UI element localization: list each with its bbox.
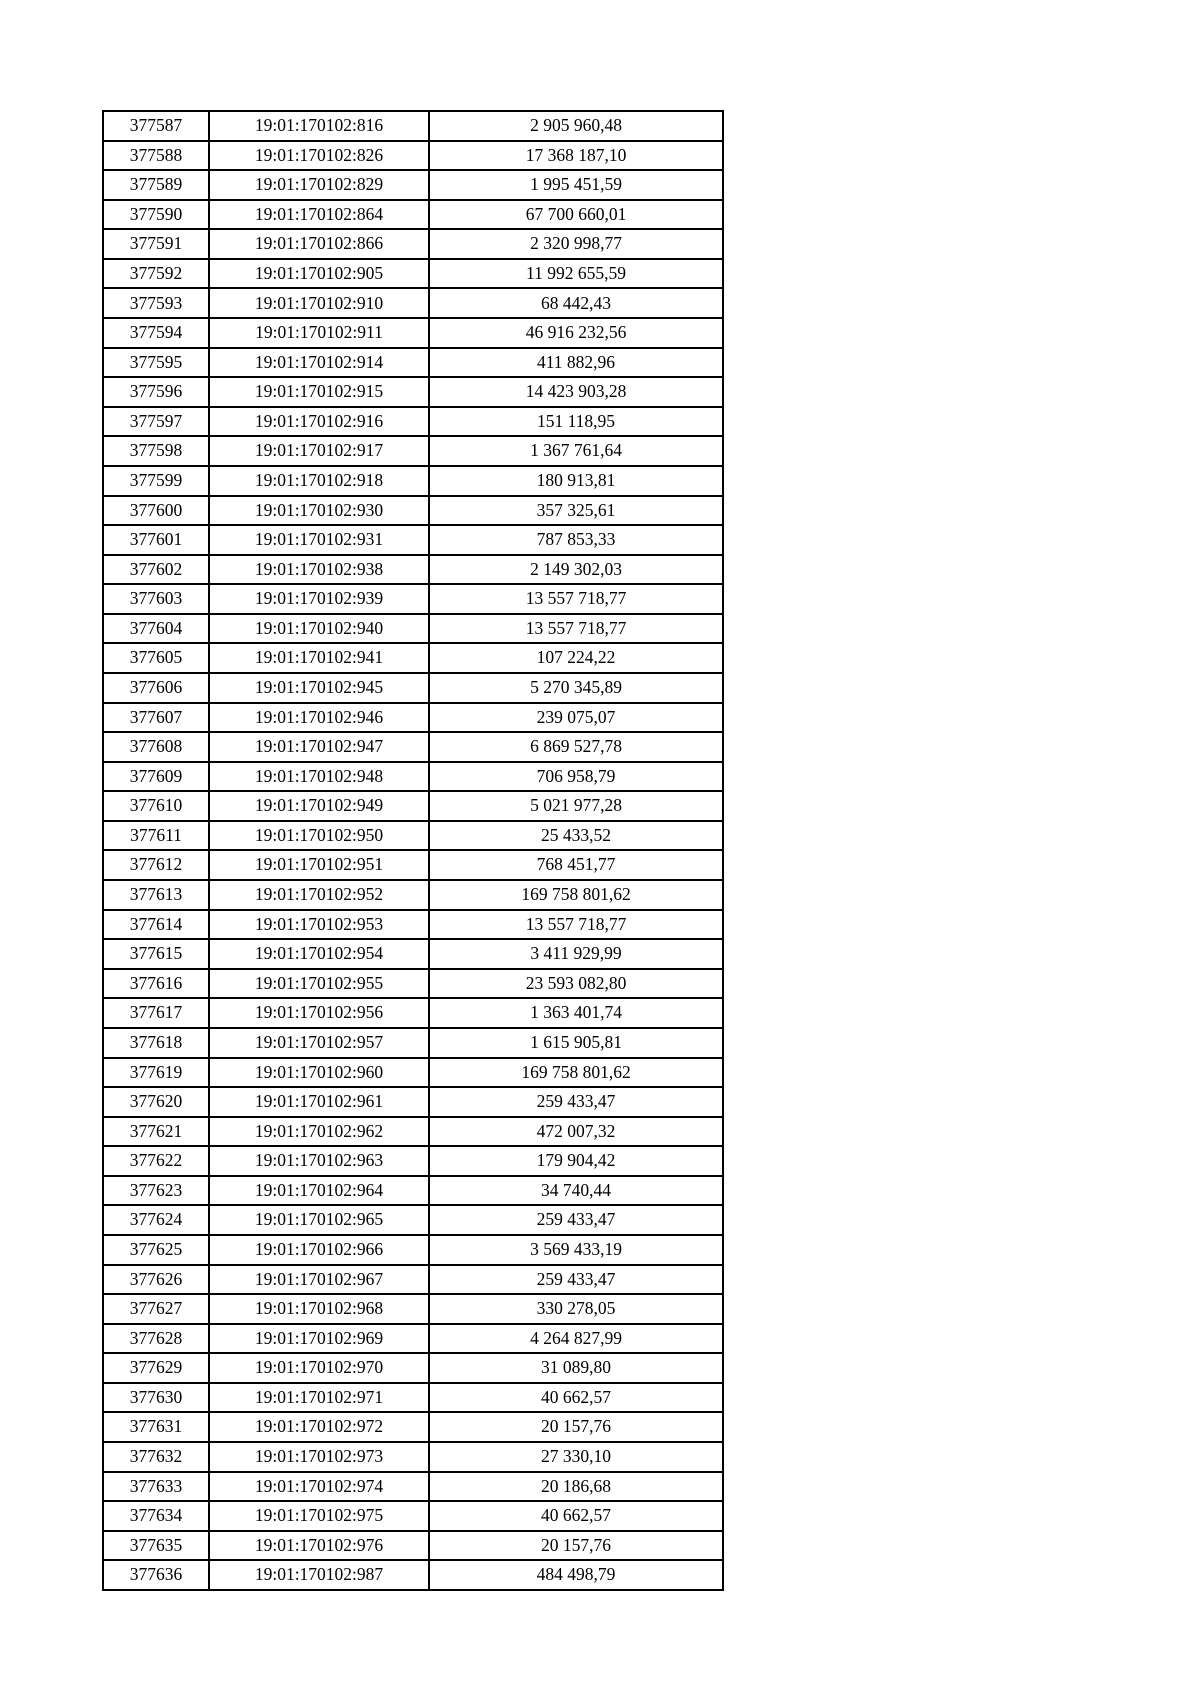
cadastral-number-cell: 19:01:170102:968 <box>209 1294 429 1324</box>
value-cell: 40 662,57 <box>429 1383 723 1413</box>
row-id-cell: 377606 <box>103 673 209 703</box>
row-id-cell: 377617 <box>103 998 209 1028</box>
row-id-cell: 377598 <box>103 436 209 466</box>
row-id-cell: 377604 <box>103 614 209 644</box>
cadastral-number-cell: 19:01:170102:816 <box>209 111 429 141</box>
table-row <box>103 998 723 1028</box>
row-id-cell: 377588 <box>103 141 209 171</box>
row-id-cell: 377591 <box>103 229 209 259</box>
table-row <box>103 614 723 644</box>
table-row <box>103 1058 723 1088</box>
row-id-cell: 377621 <box>103 1117 209 1147</box>
table-row <box>103 1324 723 1354</box>
row-id-cell: 377627 <box>103 1294 209 1324</box>
value-cell: 239 075,07 <box>429 703 723 733</box>
value-cell: 46 916 232,56 <box>429 318 723 348</box>
cadastral-number-cell: 19:01:170102:938 <box>209 555 429 585</box>
value-cell: 20 157,76 <box>429 1412 723 1442</box>
value-cell: 1 367 761,64 <box>429 436 723 466</box>
table-row <box>103 1383 723 1413</box>
table-row <box>103 1501 723 1531</box>
row-id-cell: 377628 <box>103 1324 209 1354</box>
row-id-cell: 377618 <box>103 1028 209 1058</box>
value-cell: 13 557 718,77 <box>429 910 723 940</box>
cadastral-number-cell: 19:01:170102:918 <box>209 466 429 496</box>
table-row <box>103 1442 723 1472</box>
table-row <box>103 1531 723 1561</box>
table-row <box>103 170 723 200</box>
cadastral-number-cell: 19:01:170102:930 <box>209 496 429 526</box>
table-row <box>103 141 723 171</box>
value-cell: 14 423 903,28 <box>429 377 723 407</box>
row-id-cell: 377630 <box>103 1383 209 1413</box>
table-row <box>103 673 723 703</box>
row-id-cell: 377626 <box>103 1265 209 1295</box>
row-id-cell: 377615 <box>103 939 209 969</box>
value-cell: 1 995 451,59 <box>429 170 723 200</box>
value-cell: 179 904,42 <box>429 1146 723 1176</box>
value-cell: 68 442,43 <box>429 288 723 318</box>
table-row <box>103 1087 723 1117</box>
row-id-cell: 377610 <box>103 791 209 821</box>
table-row <box>103 1146 723 1176</box>
table-row <box>103 496 723 526</box>
row-id-cell: 377594 <box>103 318 209 348</box>
row-id-cell: 377590 <box>103 200 209 230</box>
value-cell: 11 992 655,59 <box>429 259 723 289</box>
row-id-cell: 377636 <box>103 1560 209 1590</box>
table-row <box>103 1205 723 1235</box>
row-id-cell: 377601 <box>103 525 209 555</box>
value-cell: 20 157,76 <box>429 1531 723 1561</box>
value-cell: 411 882,96 <box>429 348 723 378</box>
table-row <box>103 791 723 821</box>
cadastral-number-cell: 19:01:170102:974 <box>209 1472 429 1502</box>
cadastral-number-cell: 19:01:170102:949 <box>209 791 429 821</box>
value-cell: 169 758 801,62 <box>429 1058 723 1088</box>
value-cell: 31 089,80 <box>429 1353 723 1383</box>
cadastral-number-cell: 19:01:170102:960 <box>209 1058 429 1088</box>
table-row <box>103 732 723 762</box>
value-cell: 787 853,33 <box>429 525 723 555</box>
value-cell: 2 320 998,77 <box>429 229 723 259</box>
cadastral-number-cell: 19:01:170102:939 <box>209 584 429 614</box>
row-id-cell: 377602 <box>103 555 209 585</box>
row-id-cell: 377603 <box>103 584 209 614</box>
table-row <box>103 880 723 910</box>
cadastral-number-cell: 19:01:170102:948 <box>209 762 429 792</box>
table-row <box>103 348 723 378</box>
table-row <box>103 318 723 348</box>
table-row <box>103 1294 723 1324</box>
table-row <box>103 259 723 289</box>
cadastral-number-cell: 19:01:170102:826 <box>209 141 429 171</box>
row-id-cell: 377592 <box>103 259 209 289</box>
table-row <box>103 466 723 496</box>
cadastral-number-cell: 19:01:170102:963 <box>209 1146 429 1176</box>
table-row <box>103 762 723 792</box>
table-row <box>103 584 723 614</box>
table-row <box>103 1176 723 1206</box>
cadastral-number-cell: 19:01:170102:916 <box>209 407 429 437</box>
value-cell: 2 905 960,48 <box>429 111 723 141</box>
table-row <box>103 288 723 318</box>
cadastral-number-cell: 19:01:170102:962 <box>209 1117 429 1147</box>
row-id-cell: 377596 <box>103 377 209 407</box>
row-id-cell: 377597 <box>103 407 209 437</box>
cadastral-number-cell: 19:01:170102:955 <box>209 969 429 999</box>
value-cell: 17 368 187,10 <box>429 141 723 171</box>
table-row <box>103 703 723 733</box>
value-cell: 5 021 977,28 <box>429 791 723 821</box>
cadastral-number-cell: 19:01:170102:940 <box>209 614 429 644</box>
row-id-cell: 377629 <box>103 1353 209 1383</box>
value-cell: 768 451,77 <box>429 850 723 880</box>
cadastral-number-cell: 19:01:170102:967 <box>209 1265 429 1295</box>
value-cell: 107 224,22 <box>429 643 723 673</box>
cadastral-number-cell: 19:01:170102:972 <box>209 1412 429 1442</box>
cadastral-number-cell: 19:01:170102:969 <box>209 1324 429 1354</box>
table-row <box>103 436 723 466</box>
value-cell: 484 498,79 <box>429 1560 723 1590</box>
table-row <box>103 200 723 230</box>
table-row <box>103 1265 723 1295</box>
table-body <box>103 111 723 1590</box>
table-row <box>103 377 723 407</box>
value-cell: 5 270 345,89 <box>429 673 723 703</box>
row-id-cell: 377623 <box>103 1176 209 1206</box>
table-row <box>103 555 723 585</box>
cadastral-number-cell: 19:01:170102:964 <box>209 1176 429 1206</box>
table-row <box>103 1560 723 1590</box>
value-cell: 151 118,95 <box>429 407 723 437</box>
cadastral-number-cell: 19:01:170102:954 <box>209 939 429 969</box>
cadastral-number-cell: 19:01:170102:914 <box>209 348 429 378</box>
table-row <box>103 1472 723 1502</box>
table-row <box>103 969 723 999</box>
table-row <box>103 407 723 437</box>
table-row <box>103 111 723 141</box>
row-id-cell: 377612 <box>103 850 209 880</box>
cadastral-number-cell: 19:01:170102:864 <box>209 200 429 230</box>
value-cell: 13 557 718,77 <box>429 584 723 614</box>
cadastral-number-cell: 19:01:170102:866 <box>209 229 429 259</box>
row-id-cell: 377611 <box>103 821 209 851</box>
row-id-cell: 377614 <box>103 910 209 940</box>
cadastral-number-cell: 19:01:170102:910 <box>209 288 429 318</box>
table-row <box>103 1412 723 1442</box>
table-row <box>103 1117 723 1147</box>
cadastral-number-cell: 19:01:170102:952 <box>209 880 429 910</box>
table-row <box>103 525 723 555</box>
value-cell: 259 433,47 <box>429 1087 723 1117</box>
row-id-cell: 377625 <box>103 1235 209 1265</box>
value-cell: 357 325,61 <box>429 496 723 526</box>
cadastral-number-cell: 19:01:170102:970 <box>209 1353 429 1383</box>
row-id-cell: 377633 <box>103 1472 209 1502</box>
value-cell: 40 662,57 <box>429 1501 723 1531</box>
cadastral-number-cell: 19:01:170102:961 <box>209 1087 429 1117</box>
value-cell: 1 363 401,74 <box>429 998 723 1028</box>
row-id-cell: 377622 <box>103 1146 209 1176</box>
row-id-cell: 377587 <box>103 111 209 141</box>
value-cell: 13 557 718,77 <box>429 614 723 644</box>
row-id-cell: 377599 <box>103 466 209 496</box>
row-id-cell: 377632 <box>103 1442 209 1472</box>
table-row <box>103 643 723 673</box>
value-cell: 3 569 433,19 <box>429 1235 723 1265</box>
cadastral-number-cell: 19:01:170102:973 <box>209 1442 429 1472</box>
cadastral-number-cell: 19:01:170102:915 <box>209 377 429 407</box>
cadastral-number-cell: 19:01:170102:946 <box>209 703 429 733</box>
row-id-cell: 377634 <box>103 1501 209 1531</box>
row-id-cell: 377593 <box>103 288 209 318</box>
value-cell: 169 758 801,62 <box>429 880 723 910</box>
row-id-cell: 377595 <box>103 348 209 378</box>
table-row <box>103 910 723 940</box>
value-cell: 259 433,47 <box>429 1205 723 1235</box>
value-cell: 2 149 302,03 <box>429 555 723 585</box>
cadastral-number-cell: 19:01:170102:987 <box>209 1560 429 1590</box>
cadastral-number-cell: 19:01:170102:957 <box>209 1028 429 1058</box>
cadastral-number-cell: 19:01:170102:947 <box>209 732 429 762</box>
row-id-cell: 377624 <box>103 1205 209 1235</box>
cadastral-number-cell: 19:01:170102:966 <box>209 1235 429 1265</box>
cadastral-number-cell: 19:01:170102:911 <box>209 318 429 348</box>
cadastral-number-cell: 19:01:170102:976 <box>209 1531 429 1561</box>
row-id-cell: 377616 <box>103 969 209 999</box>
value-cell: 1 615 905,81 <box>429 1028 723 1058</box>
table-row <box>103 229 723 259</box>
value-cell: 4 264 827,99 <box>429 1324 723 1354</box>
cadastral-number-cell: 19:01:170102:951 <box>209 850 429 880</box>
row-id-cell: 377589 <box>103 170 209 200</box>
cadastral-number-cell: 19:01:170102:950 <box>209 821 429 851</box>
row-id-cell: 377609 <box>103 762 209 792</box>
row-id-cell: 377605 <box>103 643 209 673</box>
value-cell: 20 186,68 <box>429 1472 723 1502</box>
value-cell: 259 433,47 <box>429 1265 723 1295</box>
cadastral-number-cell: 19:01:170102:905 <box>209 259 429 289</box>
cadastral-number-cell: 19:01:170102:941 <box>209 643 429 673</box>
table-row <box>103 1028 723 1058</box>
cadastral-number-cell: 19:01:170102:956 <box>209 998 429 1028</box>
value-cell: 23 593 082,80 <box>429 969 723 999</box>
row-id-cell: 377608 <box>103 732 209 762</box>
cadastral-number-cell: 19:01:170102:971 <box>209 1383 429 1413</box>
cadastral-number-cell: 19:01:170102:945 <box>209 673 429 703</box>
cadastral-number-cell: 19:01:170102:917 <box>209 436 429 466</box>
table-row <box>103 821 723 851</box>
cadastral-number-cell: 19:01:170102:829 <box>209 170 429 200</box>
value-cell: 3 411 929,99 <box>429 939 723 969</box>
value-cell: 34 740,44 <box>429 1176 723 1206</box>
value-cell: 706 958,79 <box>429 762 723 792</box>
table-row <box>103 850 723 880</box>
row-id-cell: 377613 <box>103 880 209 910</box>
row-id-cell: 377600 <box>103 496 209 526</box>
row-id-cell: 377607 <box>103 703 209 733</box>
cadastral-number-cell: 19:01:170102:953 <box>209 910 429 940</box>
cadastral-number-cell: 19:01:170102:965 <box>209 1205 429 1235</box>
table-row <box>103 1235 723 1265</box>
value-cell: 472 007,32 <box>429 1117 723 1147</box>
value-cell: 27 330,10 <box>429 1442 723 1472</box>
value-cell: 6 869 527,78 <box>429 732 723 762</box>
value-cell: 25 433,52 <box>429 821 723 851</box>
row-id-cell: 377635 <box>103 1531 209 1561</box>
value-cell: 67 700 660,01 <box>429 200 723 230</box>
cadastral-number-cell: 19:01:170102:931 <box>209 525 429 555</box>
table-row <box>103 1353 723 1383</box>
value-cell: 330 278,05 <box>429 1294 723 1324</box>
data-table <box>102 110 724 1591</box>
row-id-cell: 377631 <box>103 1412 209 1442</box>
cadastral-number-cell: 19:01:170102:975 <box>209 1501 429 1531</box>
table-row <box>103 939 723 969</box>
row-id-cell: 377620 <box>103 1087 209 1117</box>
row-id-cell: 377619 <box>103 1058 209 1088</box>
value-cell: 180 913,81 <box>429 466 723 496</box>
